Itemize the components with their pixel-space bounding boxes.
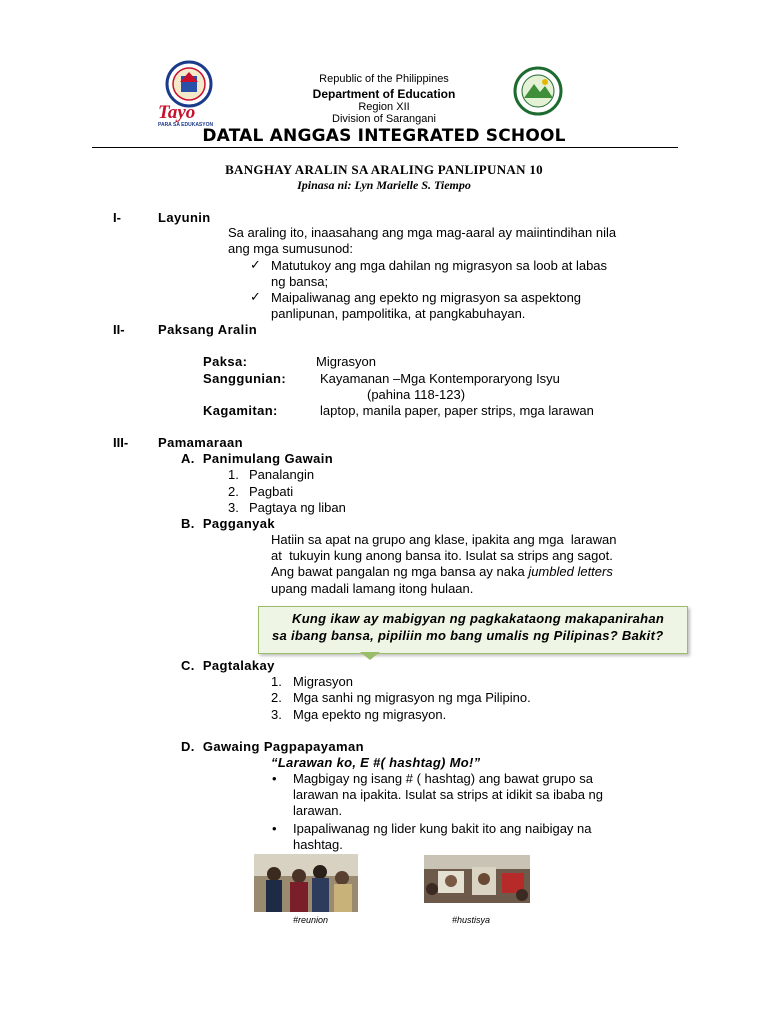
objective-2-line1: Maipaliwanag ang epekto ng migrasyon sa aspektong bbox=[271, 290, 582, 305]
objective-1-line1: Matutukoy ang mga dahilan ng migrasyon sa loob at labas bbox=[271, 258, 608, 273]
activity-title: “Larawan ko, E #( hashtag) Mo!” bbox=[271, 755, 481, 770]
part-b-label: B. Pagganyak bbox=[181, 516, 276, 531]
objective-1-line2: ng bansa; bbox=[271, 274, 329, 289]
part-a-item-1: Panalangin bbox=[249, 467, 315, 482]
part-b-line4: upang madali lamang itong hulaan. bbox=[271, 581, 474, 596]
header-region: Region XII bbox=[358, 101, 410, 113]
part-a-label: A. Panimulang Gawain bbox=[181, 451, 334, 466]
section-3-number: III- bbox=[113, 435, 129, 450]
caption-reunion: #reunion bbox=[293, 915, 329, 925]
sanggunian-pages: (pahina 118-123) bbox=[367, 387, 466, 402]
part-c-label: C. Pagtalakay bbox=[181, 658, 275, 673]
question-text bbox=[272, 610, 680, 644]
submitted-by: Ipinasa ni: Lyn Marielle S. Tiempo bbox=[297, 178, 471, 192]
section-3-label: Pamamaraan bbox=[158, 435, 243, 450]
list-number: 3. bbox=[271, 707, 282, 722]
lesson-plan-title: BANGHAY ARALIN SA ARALING PANLIPUNAN 10 bbox=[225, 162, 543, 177]
list-number: 2. bbox=[228, 484, 239, 499]
part-a-item-3: Pagtaya ng liban bbox=[249, 500, 346, 515]
check-icon: ✓ bbox=[250, 289, 261, 304]
list-number: 1. bbox=[228, 467, 239, 482]
caption-hustisya: #hustisya bbox=[452, 915, 491, 925]
bullet-1-line1: Magbigay ng isang # ( hashtag) ang bawat grupo sa bbox=[293, 771, 593, 786]
question-line1: Kung ikaw ay mabigyan ng pagkakataong makapanirahan bbox=[292, 611, 665, 626]
bullet-1-line2: larawan na ipakita. Isulat sa strips at idikit sa ibaba ng bbox=[293, 787, 604, 802]
part-c-item-2: Mga sanhi ng migrasyon ng mga Pilipino. bbox=[293, 690, 531, 705]
header-division: Division of Sarangani bbox=[332, 113, 436, 125]
section-2-label: Paksang Aralin bbox=[158, 322, 258, 337]
reunion-photo bbox=[254, 854, 358, 912]
activity-title-text: Larawan ko, E #( hashtag) Mo! bbox=[277, 755, 474, 770]
callout-tail bbox=[360, 652, 380, 660]
jumbled-letters-emphasis: jumbled letters bbox=[528, 564, 613, 579]
sanggunian-label: Sanggunian: bbox=[203, 371, 287, 386]
objective-2-line2: panlipunan, pampolitika, at pangkabuhayan. bbox=[271, 306, 526, 321]
kagamitan-label: Kagamitan: bbox=[203, 403, 278, 418]
list-number: 1. bbox=[271, 674, 282, 689]
objectives-intro-line1: Sa araling ito, inaasahang ang mga mag-aaral ay maiintindihan nila bbox=[228, 225, 617, 240]
bullet-2-line2: hashtag. bbox=[293, 837, 343, 852]
part-b-line1: Hatiin sa apat na grupo ang klase, ipakita ang mga larawan bbox=[271, 532, 617, 547]
question-line2: sa ibang bansa, pipiliin mo bang umalis ng Pilipinas? Bakit? bbox=[272, 628, 664, 643]
part-c-item-3: Mga epekto ng migrasyon. bbox=[293, 707, 447, 722]
paksa-value: Migrasyon bbox=[316, 354, 376, 369]
bullet-1-line3: larawan. bbox=[293, 803, 343, 818]
check-icon: ✓ bbox=[250, 257, 261, 272]
school-name: DATAL ANGGAS INTEGRATED SCHOOL bbox=[202, 126, 566, 146]
objectives-intro-line2: ang mga sumusunod: bbox=[228, 241, 354, 256]
header-republic: Republic of the Philippines bbox=[319, 73, 449, 85]
part-b-line2: at tukuyin kung anong bansa ito. Isulat sa strips ang sagot. bbox=[271, 548, 613, 563]
list-number: 3. bbox=[228, 500, 239, 515]
bullet-icon: • bbox=[272, 771, 277, 786]
sanggunian-value: Kayamanan –Mga Kontemporaryong Isyu bbox=[320, 371, 560, 386]
hustisya-photo bbox=[424, 855, 530, 903]
paksa-label: Paksa: bbox=[203, 354, 248, 369]
part-a-item-2: Pagbati bbox=[249, 484, 294, 499]
section-2-number: II- bbox=[113, 322, 125, 337]
part-d-label: D. Gawaing Pagpapayaman bbox=[181, 739, 364, 754]
part-b-line3-text: Ang bawat pangalan ng mga bansa ay naka bbox=[271, 564, 529, 579]
bullet-2-line1: Ipapaliwanag ng lider kung bakit ito ang naibigay na bbox=[293, 821, 592, 836]
bullet-icon: • bbox=[272, 821, 277, 836]
header-divider bbox=[92, 147, 678, 148]
list-number: 2. bbox=[271, 690, 282, 705]
header-department: Department of Education bbox=[312, 87, 456, 101]
tayo-logo-subtext: PARA SA EDUKASYON bbox=[158, 122, 214, 128]
part-b-line3 bbox=[271, 564, 613, 580]
tayo-logo-text: Tayo bbox=[158, 102, 196, 123]
part-c-item-1: Migrasyon bbox=[293, 674, 353, 689]
section-1-label: Layunin bbox=[158, 210, 211, 225]
kagamitan-value: laptop, manila paper, paper strips, mga larawan bbox=[320, 403, 594, 418]
section-1-number: I- bbox=[113, 210, 121, 225]
